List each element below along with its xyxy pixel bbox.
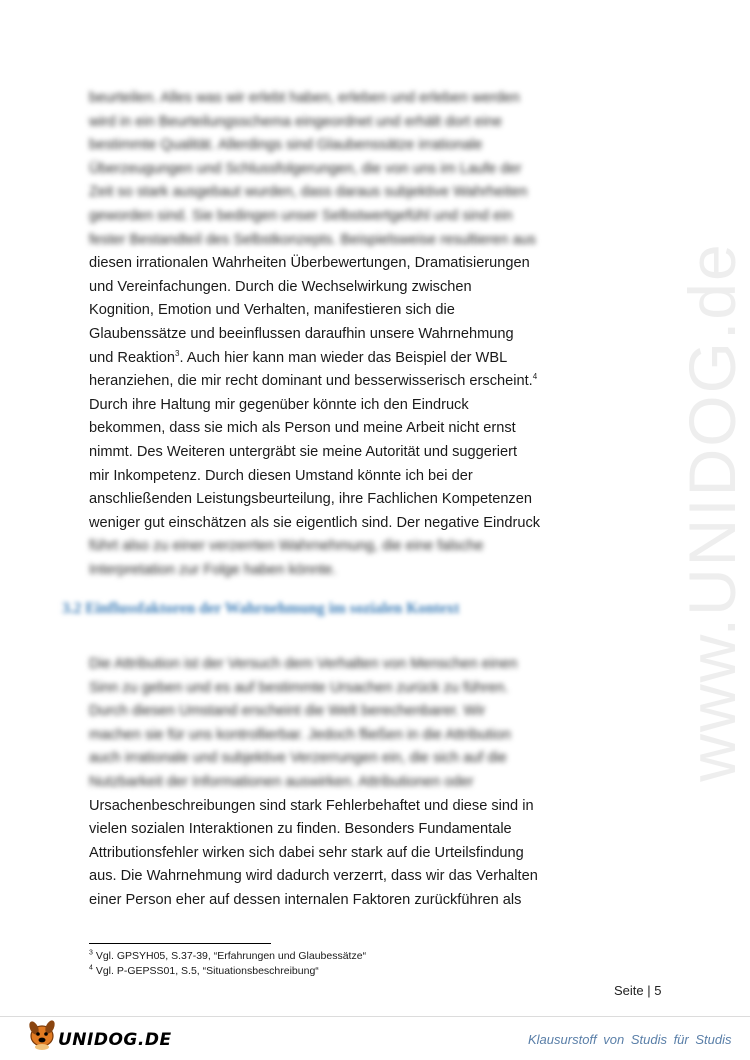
footer-slogan: Klausurstoff von Studis für Studis	[528, 1032, 732, 1047]
text-line	[89, 370, 538, 394]
line-text: mir Inkompetenz. Durch diesen Umstand könnte ich bei der	[89, 467, 473, 484]
line-text: nimmt. Des Weiteren untergräbt sie meine Autorität und suggeriert	[89, 443, 518, 460]
line-text: Sinn zu geben und es auf bestimmte Ursachen zurück zu führen.	[89, 679, 509, 696]
text-line	[89, 229, 536, 253]
footnote-text: Vgl. P-GEPSS01, S.5, “Situationsbeschreibung“	[92, 965, 319, 977]
page-number: Seite | 5	[614, 983, 662, 998]
line-text: weniger gut einschätzen als sie eigentlich sind. Der negative Eindruck	[89, 514, 541, 531]
line-text: Überzeugungen und Schlussfolgerungen, die von uns im Laufe der	[89, 160, 522, 177]
line-text: fester Bestandteil des Selbstkonzepts. Beispielsweise resultieren aus	[89, 231, 536, 248]
text-line	[89, 87, 525, 111]
line-text: heranziehen, die mir recht dominant und besserwisserisch erscheint.	[89, 373, 533, 390]
line-text: machen sie für uns kontrollierbar. Jedoch fließen in die Attribution	[89, 726, 511, 743]
footnote-3	[89, 950, 366, 962]
text-line	[89, 889, 525, 913]
line-text-continued: . Auch hier kann man wieder das Beispiel der WBL	[179, 349, 508, 366]
line-text: und Vereinfachungen. Durch die Wechselwirkung zwischen	[89, 278, 472, 295]
body-paragraph-1	[89, 87, 541, 582]
text-line	[89, 465, 525, 489]
line-text: Interpretation zur Folge haben könnte.	[89, 561, 337, 578]
footnote-number: 4	[89, 964, 93, 972]
text-line	[89, 865, 538, 889]
text-line	[89, 535, 525, 559]
text-line	[89, 795, 534, 819]
line-text: auch irrationale und subjektive Verzerrungen ein, die sich auf die	[89, 750, 507, 767]
text-line	[89, 417, 525, 441]
watermark: www.UNIDOG.de	[675, 242, 749, 782]
text-line	[89, 512, 541, 536]
line-text: Nutzbarkeit der Informationen auswirken. Attributionen oder	[89, 773, 474, 790]
line-text: Glaubenssätze und beeinflussen daraufhin unsere Wahrnehmung	[89, 325, 514, 342]
footnote-separator	[89, 943, 271, 944]
line-text: einer Person eher auf dessen internalen Faktoren zurückführen als	[89, 891, 522, 908]
footnote-text: Vgl. GPSYH05, S.37-39, “Erfahrungen und Glaubessätze“	[92, 950, 367, 962]
line-text: und Reaktion	[89, 349, 176, 366]
line-text: diesen irrationalen Wahrheiten Überbewertungen, Dramatisierungen	[89, 255, 530, 272]
line-text: Durch ihre Haltung mir gegenüber könnte ich den Eindruck	[89, 396, 469, 413]
text-line	[89, 488, 532, 512]
text-line	[89, 181, 528, 205]
text-line	[89, 724, 525, 748]
text-line	[89, 323, 525, 347]
text-line	[89, 653, 525, 677]
line-text: Die Attribution ist der Versuch dem Verhalten von Menschen einen	[89, 656, 518, 672]
text-line	[89, 394, 525, 418]
text-line	[89, 700, 525, 724]
footnote-4	[89, 965, 319, 977]
text-line	[89, 747, 525, 771]
line-text: beurteilen. Alles was wir erlebt haben, erleben und erleben werden	[89, 90, 520, 106]
line-text: aus. Die Wahrnehmung wird dadurch verzerrt, dass wir das Verhalten	[89, 868, 538, 885]
body-paragraph-2	[89, 653, 538, 913]
line-text: bekommen, dass sie mich als Person und meine Arbeit nicht ernst	[89, 420, 516, 437]
logo-wordmark: UNIDOG.DE	[58, 1030, 172, 1050]
line-text: Attributionsfehler wirken sich dabei sehr stark auf die Urteilsfindung	[89, 844, 524, 861]
text-line	[89, 347, 525, 371]
line-text: führt also zu einer verzerrten Wahrnehmung, die eine falsche	[89, 538, 484, 555]
text-line	[89, 818, 525, 842]
line-text: wird in ein Beurteilungsschema eingeordnet und erhält dort eine	[89, 113, 502, 130]
footnote-reference: 4	[532, 372, 538, 382]
line-text: geworden sind. Sie bedingen unser Selbstwertgefühl und sind ein	[89, 207, 513, 224]
text-line	[89, 771, 525, 795]
line-text: Durch diesen Umstand erscheint die Welt berechenbarer. Wir	[89, 703, 486, 720]
line-text: bestimmte Qualität. Allerdings sind Glaubenssätze irrationale	[89, 137, 483, 154]
text-line	[89, 299, 525, 323]
text-line	[89, 276, 525, 300]
line-text: Kognition, Emotion und Verhalten, manifestieren sich die	[89, 302, 455, 319]
text-line	[89, 677, 525, 701]
section-heading: 3.2 Einflussfaktoren der Wahrnehmung im sozialen Kontext	[62, 600, 460, 617]
line-text: Zeit so stark ausgebaut wurden, dass daraus subjektive Wahrheiten	[89, 184, 528, 201]
text-line	[89, 111, 525, 135]
text-line	[89, 842, 525, 866]
text-line	[89, 134, 525, 158]
line-text: vielen sozialen Interaktionen zu finden. Besonders Fundamentale	[89, 821, 512, 838]
footnote-number: 3	[89, 949, 93, 957]
line-text: anschließenden Leistungsbeurteilung, ihre Fachlichen Kompetenzen	[89, 491, 532, 508]
text-line	[89, 441, 525, 465]
text-line	[89, 158, 525, 182]
text-line	[89, 252, 530, 276]
text-line	[89, 559, 525, 583]
footnote-reference: 3	[175, 348, 180, 358]
line-text: Ursachenbeschreibungen sind stark Fehlerbehaftet und diese sind in	[89, 797, 534, 814]
text-line	[89, 205, 525, 229]
